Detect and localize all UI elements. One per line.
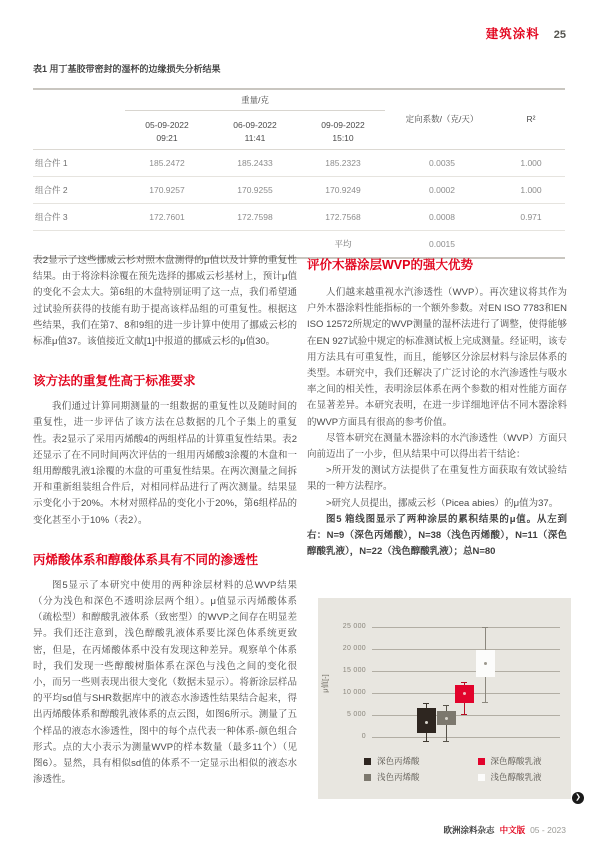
weight-cell: 185.2472 (123, 149, 211, 176)
weight-cell: 170.9257 (123, 176, 211, 203)
whisker-cap (461, 714, 467, 715)
subheading-permeability: 丙烯酸体系和醇酸体系具有不同的渗透性 (33, 552, 259, 567)
y-tick-label: 25 000 (342, 623, 366, 630)
legend-item-light-acrylic (364, 769, 420, 785)
row-label: 组合件 3 (33, 203, 123, 230)
median-dot (463, 692, 466, 695)
date-2: 06-09-2022 (233, 120, 277, 130)
y-tick-label: 5 000 (346, 711, 366, 718)
legend-label: 深色丙烯酸 (377, 756, 420, 766)
journal-edition: 中文版 (499, 825, 526, 835)
median-dot (484, 662, 487, 665)
row-label: 组合件 2 (33, 176, 123, 203)
table1-title: 表1 用丁基胶带密封的湿杯的边缘损失分析结果 (33, 64, 221, 74)
median-dot (425, 721, 428, 724)
figure5-caption: 图5 箱线图显示了两种涂层的累积结果的μ值。从左到右：N=9（深色丙烯酸），N=38（浅色丙烯酸），N=11（深色醇酸乳液），N=22（浅色醇酸乳液）；总N=80 (307, 513, 567, 558)
subheading-wvp-advantage: 评价木器涂层WVP的强大优势 (307, 258, 473, 272)
body-paragraph: 人们越来越重视水汽渗透性（WVP）。再次建议将其作为户外木器涂料性能指标的一个额外参数。对EN ISO 7783和EN ISO 12572所规定的WVP测量的湿杯法进行了调整，使得能够在EN 927试验中规定的标准测试板上完成测量。经证明，该专用方法具有可重复性，而且，能够区分涂层材料与涂层体系的类型。本研究中，我们还解决了广泛讨论的水汽渗透性与吸水率之间的相关性，表明涂层体系在两个参数的相对性能方面存在显著差异。本研究表明，在进一步详细地评估不同木器涂料的WVP方面具有很高的参考价值。 (307, 287, 567, 428)
table-row (33, 176, 565, 203)
subheading-repeatability: 该方法的重复性高于标准要求 (33, 374, 196, 389)
page-number: 25 (553, 29, 566, 41)
gridline (372, 627, 560, 628)
time-1: 09:21 (156, 132, 178, 143)
y-tick-label: 10 000 (342, 689, 366, 696)
date-header-1 (123, 115, 211, 149)
date-3: 09-09-2022 (321, 120, 365, 130)
coef-cell: 0.0008 (387, 203, 497, 230)
conclusion-bullet: >研究人员提出，挪威云杉（Picea abies）的μ值为37。 (326, 497, 559, 509)
chart-legend (364, 753, 542, 785)
weight-header: 重量/克 (123, 89, 387, 115)
average-label: 平均 (334, 238, 352, 249)
y-tick-label: 20 000 (342, 645, 366, 652)
whisker-cap (423, 703, 429, 704)
issue-number: 05 - 2023 (530, 825, 566, 835)
r2-cell: 1.000 (497, 149, 565, 176)
left-column (33, 253, 297, 788)
whisker-cap (443, 705, 449, 706)
weight-cell: 185.2433 (211, 149, 299, 176)
legend-item-dark-acrylic (364, 753, 420, 769)
r2-cell: 0.971 (497, 203, 565, 230)
legend-label: 浅色丙烯酸 (377, 772, 420, 782)
legend-label: 深色醇酸乳液 (490, 756, 542, 766)
whisker-cap (482, 627, 488, 628)
table1 (33, 88, 565, 259)
gridline (372, 737, 560, 738)
legend-swatch-icon (364, 774, 371, 781)
section-label: 建筑涂料 (485, 27, 540, 41)
legend-item-dark-alkyd (478, 753, 542, 769)
row-label: 组合件 1 (33, 149, 123, 176)
r2-cell: 1.000 (497, 176, 565, 203)
date-1: 05-09-2022 (145, 120, 189, 130)
time-2: 11:41 (244, 132, 266, 143)
next-arrow-icon[interactable]: ❯ (572, 792, 584, 804)
weight-cell: 172.7601 (123, 203, 211, 230)
date-header-3 (299, 115, 387, 149)
table-corner-cell (33, 89, 123, 115)
figure5-boxplot-panel (318, 598, 571, 799)
coef-cell: 0.0035 (387, 149, 497, 176)
gridline (372, 715, 560, 716)
right-column (307, 253, 567, 560)
y-axis-label: μ值[-] (320, 674, 330, 693)
weight-cell: 172.7598 (211, 203, 299, 230)
whisker-cap (443, 741, 449, 742)
gridline (372, 671, 560, 672)
legend-label: 浅色醇酸乳液 (490, 772, 542, 782)
legend-swatch-icon (478, 758, 485, 765)
table-row (33, 203, 565, 230)
body-paragraph: 我们通过计算同期测量的一组数据的重复性以及随时间的重复性，进一步评估了该方法在总数据的几个子集上的重复性。表2显示了采用丙烯酸4的两组样品的计算重复性结果。表2还显示了在不同时间两次评估的一组用丙烯酸3涂覆的木盘和一组用醇酸乳液1涂覆的木盘的可重复性结果。在两次测量之间拆开和重新组装组合件后，对相同样品进行了两次测量。结果显示变化小于20%。木材对照样品的变化小于20%，第6组样品的变化甚至小于10%（表2）。 (33, 401, 297, 526)
median-dot (445, 717, 448, 720)
coef-cell: 0.0002 (387, 176, 497, 203)
weight-cell: 172.7568 (299, 203, 387, 230)
page-header (486, 24, 566, 42)
time-3: 15:10 (332, 132, 354, 143)
page-footer (444, 824, 566, 836)
coef-header: 定向系数/（克/天） (387, 89, 497, 149)
weight-cell: 170.9255 (211, 176, 299, 203)
y-tick-label: 0 (361, 733, 366, 740)
body-paragraph: 尽管本研究在测量木器涂料的水汽渗透性（WVP）方面只向前迈出了一小步，但从结果中可以得出若干结论： (307, 432, 567, 461)
whisker-cap (482, 702, 488, 703)
body-paragraph: 表2显示了这些挪威云杉对照木盘测得的μ值以及计算的重复性结果。由于将涂料涂覆在预先选择的挪威云杉基材上，预计μ值的变化不会太大。第6组的木盘特别证明了这一点，我们希望通过试验所获得的技能有助于提高该样品组的可重复性。根据这些结果，我们在第7、8和9组的进一步计算中使用了挪威云杉的标准μ值37。该值接近文献[1]中报道的挪威云杉的μ值30。 (33, 255, 297, 348)
gridline (372, 649, 560, 650)
date-header-2 (211, 115, 299, 149)
whisker-cap (461, 682, 467, 683)
r2-header: R² (497, 89, 565, 149)
legend-swatch-icon (364, 758, 371, 765)
y-tick-label: 15 000 (342, 667, 366, 674)
weight-cell: 185.2323 (299, 149, 387, 176)
journal-name: 欧洲涂料杂志 (443, 825, 495, 835)
average-value: 0.0015 (429, 238, 455, 249)
legend-item-light-alkyd (478, 769, 542, 785)
empty-header-cell (33, 115, 123, 149)
body-paragraph: 图5显示了本研究中使用的两种涂层材料的总WVP结果（分为浅色和深色不透明涂层两个组）。μ值显示丙烯酸体系（疏松型）和醇酸乳液体系（致密型）的WVP之间存在明显差异。我们还注意到，浅色醇酸乳液体系要比深色体系统更致密，但是，在丙烯酸体系中没有发现这种差异。观察单个体系时，我们发现一些醇酸树脂体系在深色与浅色之间的变化很小，而另一些则表现出很大变化（数据未显示）。将新涂层样品的平均sd值与SHR数据库中的液态水渗透性结果结合起来，得出丙烯酸体系和醇酸乳液体系的点云图，如图6所示。测量了五个样品的液态水渗透性，图中的每个点代表一种体系-颜色组合形式。点的大小表示为测量WVP的样本数量（最多11个）（见图6）。显然，具有相似sd值的体系不一定显示出相似的液态水渗透性。 (33, 579, 297, 786)
whisker-cap (423, 741, 429, 742)
legend-swatch-icon (478, 774, 485, 781)
weight-cell: 170.9249 (299, 176, 387, 203)
table-row (33, 149, 565, 176)
conclusion-bullet: >所开发的测试方法提供了在重复性方面获取有效试验结果的一种方法程序。 (307, 465, 567, 493)
